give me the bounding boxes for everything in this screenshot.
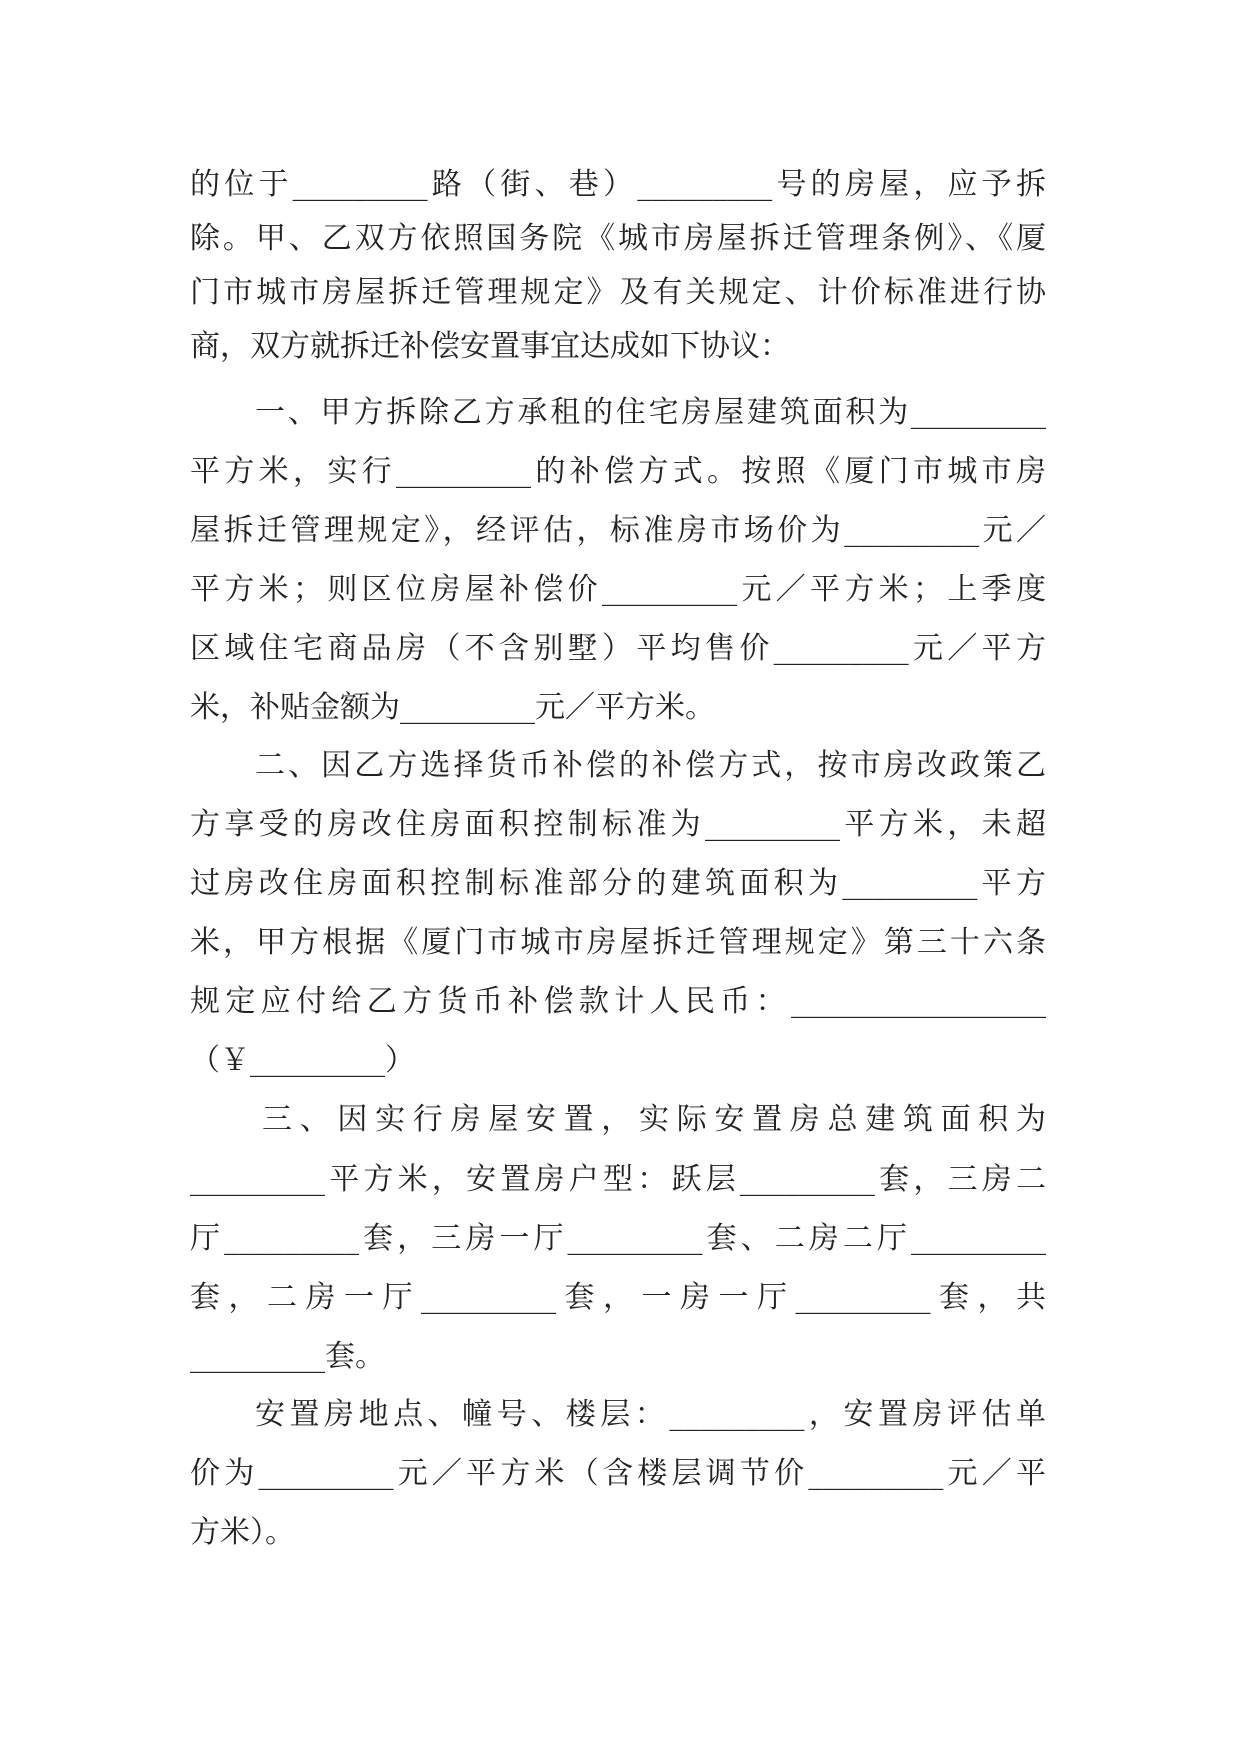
text-line: 平方米，实行_________的补偿方式。按照《厦门市城市房	[190, 454, 1046, 489]
text-line: 门市城市房屋拆迁管理规定》及有关规定、计价标准进行协	[190, 275, 1046, 310]
text-line: 价为_________元／平方米（含楼层调节价_________元／平	[190, 1456, 1046, 1491]
text-line: _________套。	[190, 1339, 385, 1374]
text-line: 一、甲方拆除乙方承租的住宅房屋建筑面积为_________	[255, 395, 1046, 430]
text-line: 二、因乙方选择货币补偿的补偿方式，按市房改政策乙	[255, 748, 1046, 783]
text-line: 米，补贴金额为_________元／平方米。	[190, 690, 715, 725]
text-line: 厅_________套，三房一厅_________套、二房二厅_________	[190, 1221, 1046, 1256]
text-line: _________平方米，安置房户型：跃层_________套，三房二	[190, 1162, 1046, 1197]
text-line: 安置房地点、幢号、楼层：_________，安置房评估单	[255, 1397, 1046, 1432]
text-line: （￥_________）	[190, 1043, 415, 1078]
text-line: 方米）。	[190, 1515, 295, 1550]
text-line: 套，二房一厅_________套，一房一厅_________套，共	[190, 1280, 1046, 1315]
text-line: 除。甲、乙双方依照国务院《城市房屋拆迁管理条例》、《厦	[190, 221, 1046, 256]
text-line: 商，双方就拆迁补偿安置事宜达成如下协议：	[190, 329, 790, 364]
text-line: 屋拆迁管理规定》，经评估，标准房市场价为_________元／	[190, 513, 1046, 548]
text-line: 规定应付给乙方货币补偿款计人民币：_________________	[190, 984, 1046, 1019]
text-line: 的位于_________路（街、巷）_________号的房屋，应予拆	[190, 167, 1046, 202]
text-line: 三、因实行房屋安置，实际安置房总建筑面积为	[262, 1102, 1046, 1137]
text-line: 区域住宅商品房（不含别墅）平均售价_________元／平方	[190, 631, 1046, 666]
text-line: 平方米；则区位房屋补偿价_________元／平方米；上季度	[190, 572, 1046, 607]
text-line: 过房改住房面积控制标准部分的建筑面积为_________平方	[190, 866, 1046, 901]
text-line: 米，甲方根据《厦门市城市房屋拆迁管理规定》第三十六条	[190, 925, 1046, 960]
text-line: 方享受的房改住房面积控制标准为_________平方米，未超	[190, 807, 1046, 842]
